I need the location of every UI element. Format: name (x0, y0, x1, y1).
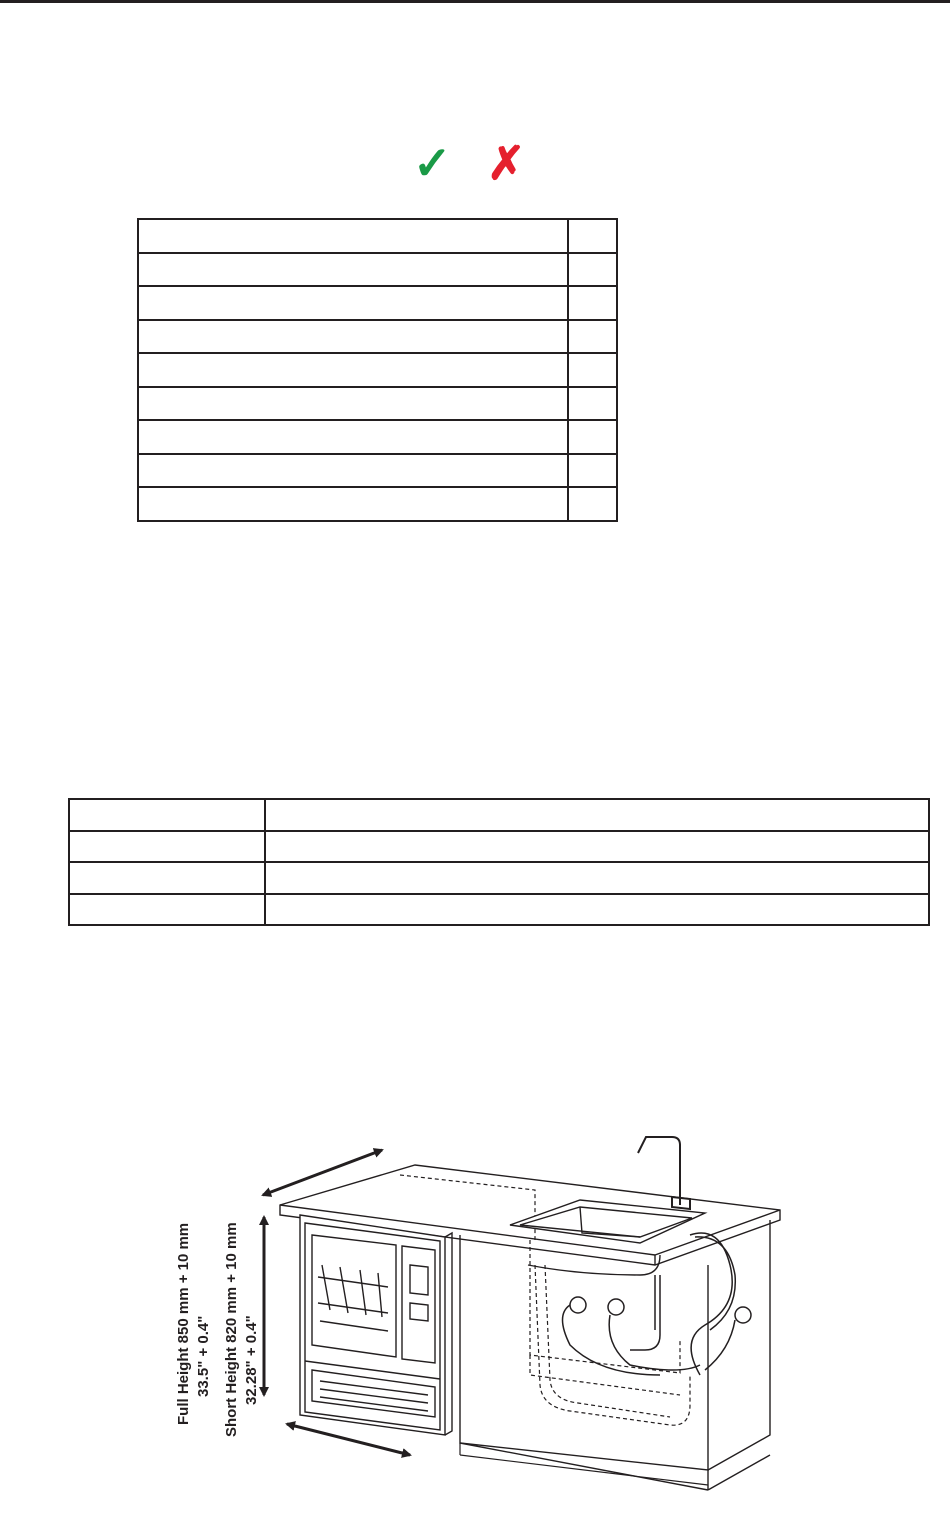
cross-icon: ✗ (487, 137, 526, 189)
checkbox-cell (568, 387, 617, 421)
table-row (138, 420, 617, 454)
table-row (138, 487, 617, 521)
table-cell (138, 353, 568, 387)
checkbox-cell (568, 487, 617, 521)
short-height-text: Short Height 820 mm + 10 mm (223, 1222, 240, 1437)
drain-hose-dashed (535, 1265, 690, 1425)
table-row (69, 799, 929, 831)
full-height-label (175, 1223, 192, 1425)
table-row (138, 353, 617, 387)
full-height-text: Full Height 850 mm + 10 mm (175, 1222, 192, 1425)
table-row (138, 320, 617, 354)
table-row (69, 831, 929, 863)
full-height-inch-label (195, 1316, 212, 1397)
checkbox-cell (568, 420, 617, 454)
sink-cabinet (460, 1220, 770, 1490)
dishwasher (300, 1215, 452, 1435)
table-cell (138, 219, 568, 253)
table-row (138, 454, 617, 488)
table-row (138, 286, 617, 320)
checkbox-cell (568, 320, 617, 354)
table-cell (138, 286, 568, 320)
table-cell (138, 253, 568, 287)
full-height-inch-text: 33.5" + 0.4" (195, 1315, 212, 1397)
plinth (460, 1443, 708, 1485)
table-cell (138, 387, 568, 421)
checkbox-cell (568, 286, 617, 320)
table-cell (69, 894, 265, 926)
width-arrow-bottom (287, 1424, 410, 1455)
table-row (138, 219, 617, 253)
spec-table (68, 798, 930, 926)
short-height-inch-text: 32.28" + 0.4" (243, 1315, 260, 1405)
table-cell (69, 831, 265, 863)
table-row (69, 862, 929, 894)
checkbox-cell (568, 253, 617, 287)
table-cell (265, 862, 929, 894)
table-cell (265, 831, 929, 863)
table-row (138, 253, 617, 287)
tick-icon: ✓ (413, 137, 452, 189)
installation-diagram (160, 1125, 790, 1505)
table-cell (265, 799, 929, 831)
table-cell (138, 487, 568, 521)
table-cell (138, 320, 568, 354)
short-height-label (223, 1222, 240, 1437)
table-cell (265, 894, 929, 926)
top-rule (0, 0, 950, 3)
table-cell (138, 420, 568, 454)
checklist-table (137, 218, 618, 522)
table-cell (69, 799, 265, 831)
short-height-inch-label (243, 1315, 260, 1405)
table-cell (138, 454, 568, 488)
checkbox-cell (568, 219, 617, 253)
checkbox-cell (568, 353, 617, 387)
checkbox-cell (568, 454, 617, 488)
table-row (138, 387, 617, 421)
table-cell (69, 862, 265, 894)
table-row (69, 894, 929, 926)
